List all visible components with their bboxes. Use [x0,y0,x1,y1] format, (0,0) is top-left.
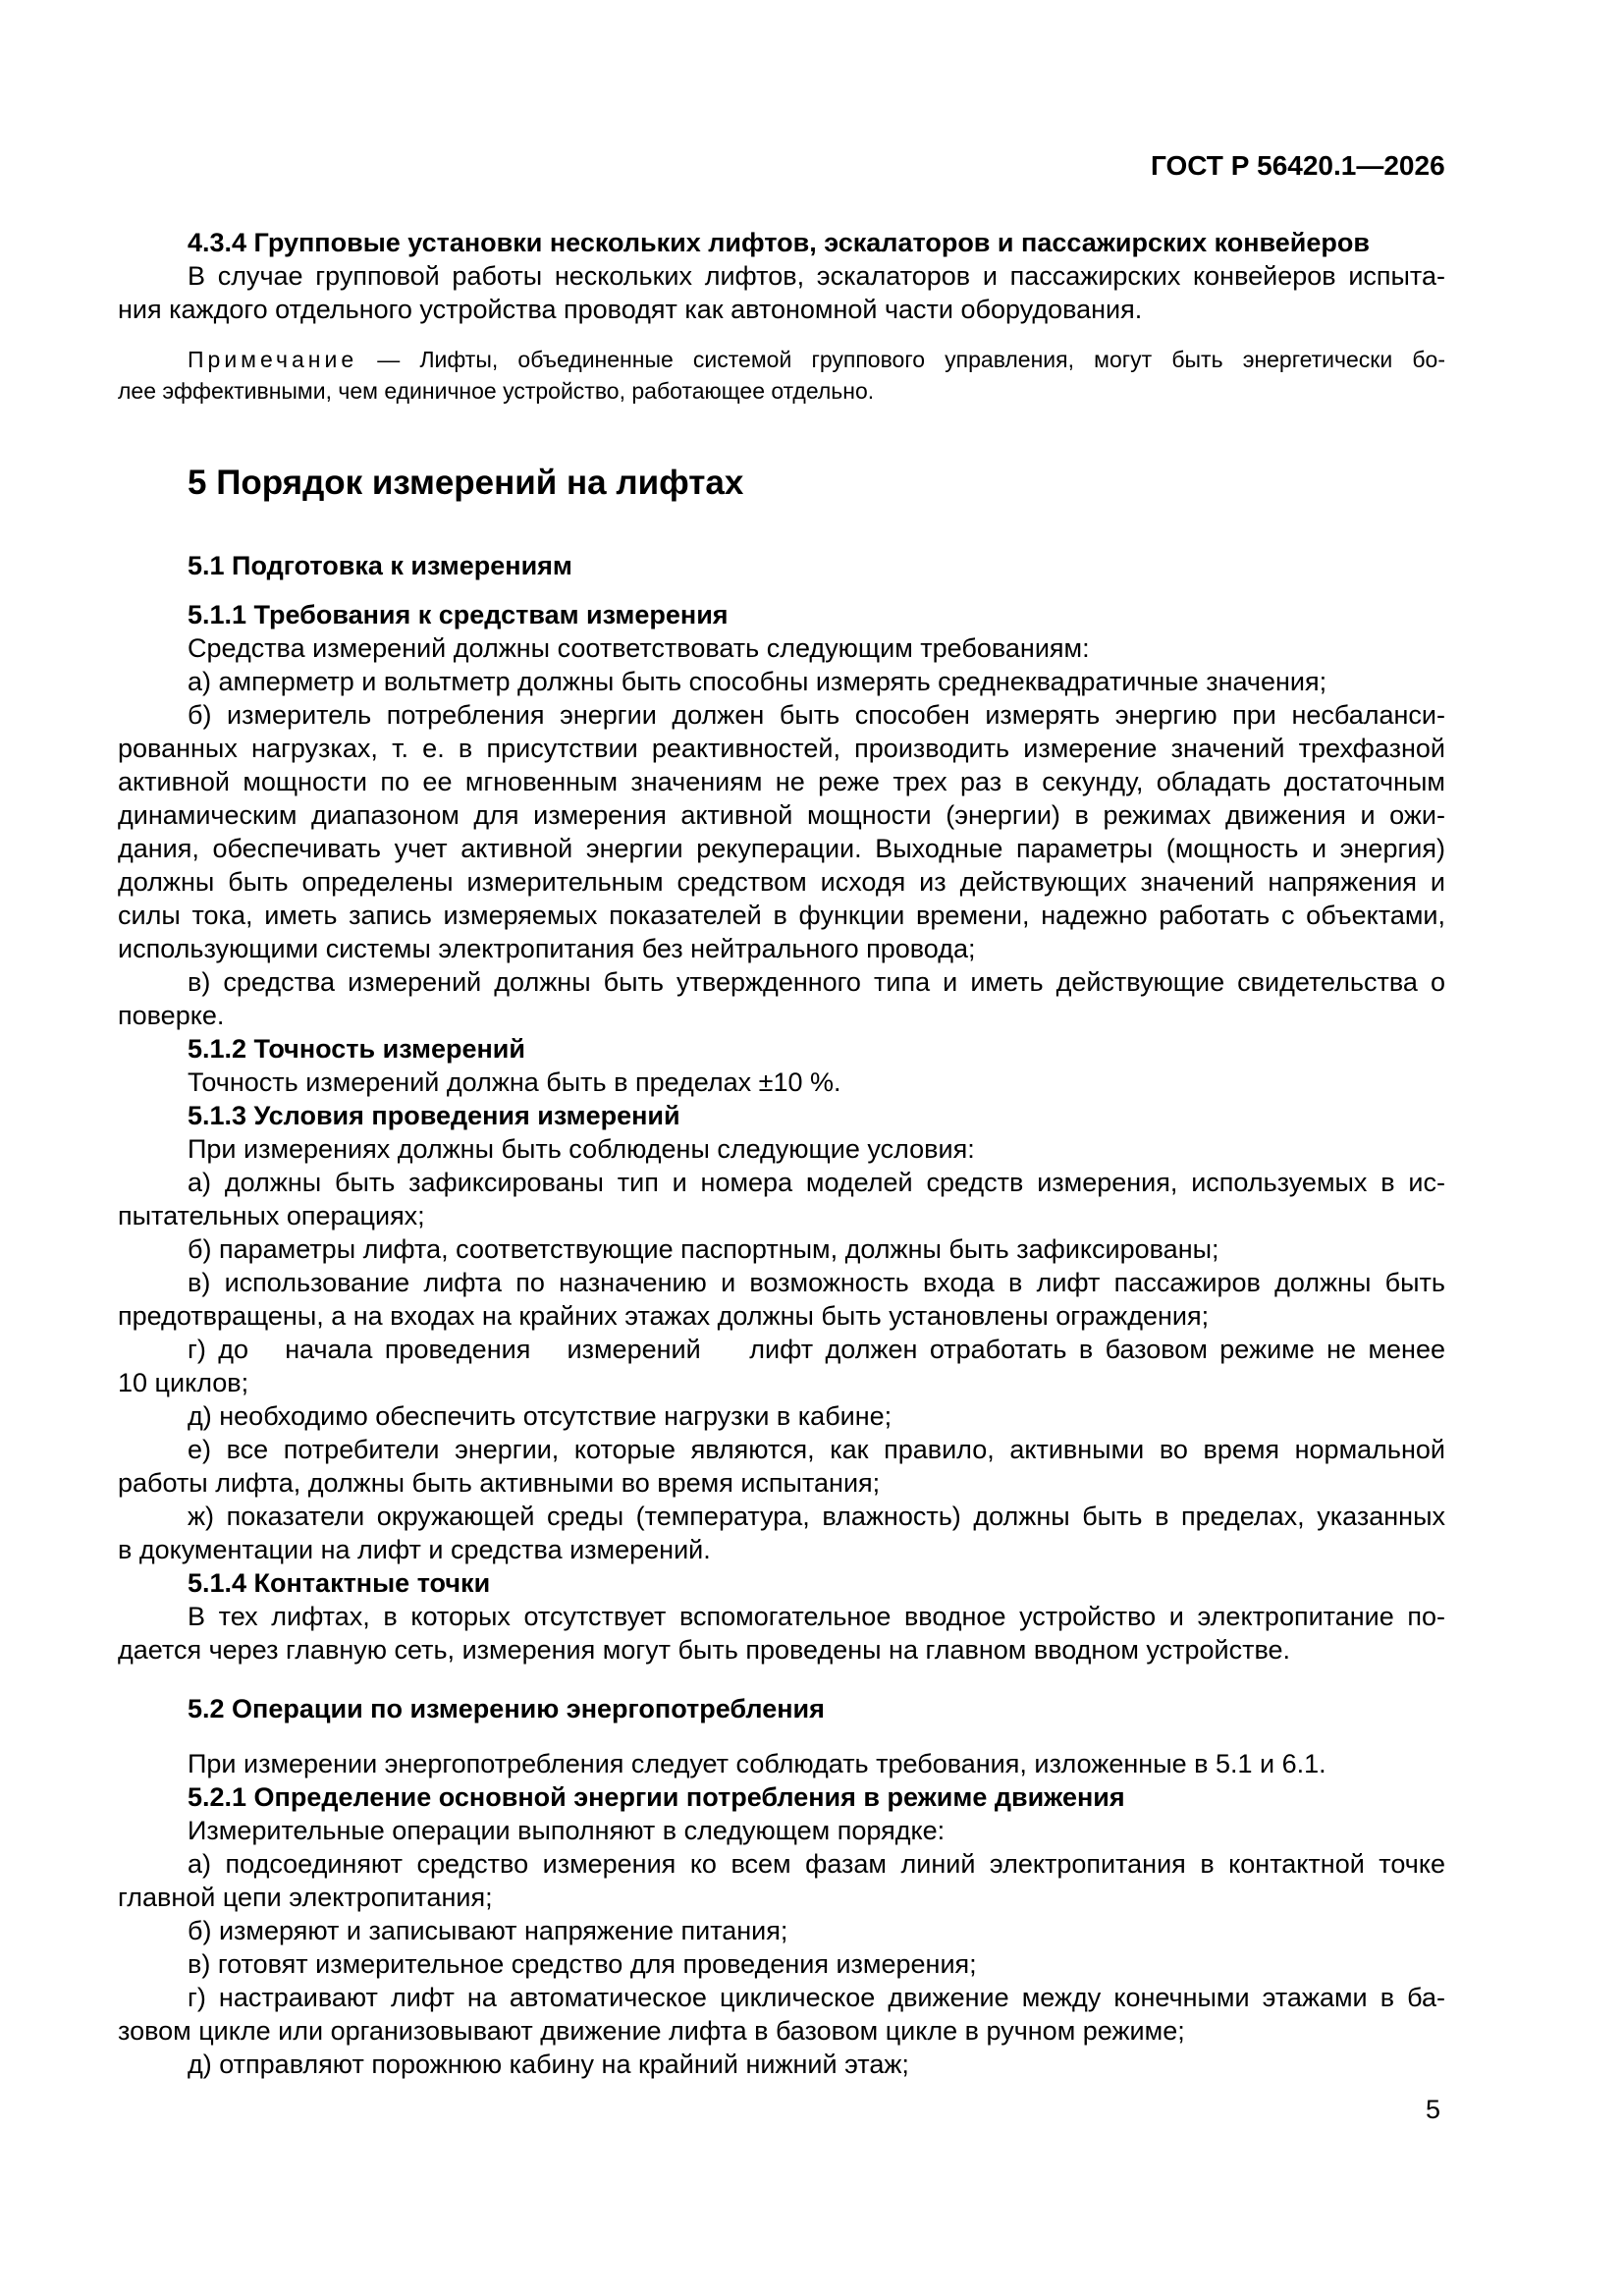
paragraph-line: пытательных операциях; [118,1201,425,1230]
section-5-heading: 5 Порядок измерений на лифтах [188,464,744,502]
document-code: ГОСТ Р 56420.1—2026 [1151,150,1445,181]
note-line: лее эффективными, чем единичное устройство, работающее отдельно. [118,378,875,404]
list-item: в) использование лифта по назначению и возможность входа в лифт пассажиров должны быть [188,1268,1445,1297]
note-label: Примечание [188,347,358,372]
paragraph-line: зовом цикле или организовывают движение лифта в базовом цикле в ручном режиме; [118,2016,1185,2046]
paragraph-line: рованных нагрузках, т. е. в присутствии реактивностей, производить измерение значений трехфазной [118,734,1445,763]
list-item: д) отправляют порожнюю кабину на крайний нижний этаж; [188,2050,909,2079]
list-item: г) до начала проведения измерений лифт должен отработать в базовом режиме не менее [188,1335,1445,1364]
paragraph-line: 10 циклов; [118,1368,249,1397]
list-item: д) необходимо обеспечить отсутствие нагрузки в кабине; [188,1401,893,1431]
paragraph-line: силы тока, иметь запись измеряемых показателей в функции времени, надежно работать с объектами, [118,901,1445,930]
paragraph-line: При измерениях должны быть соблюдены следующие условия: [188,1134,975,1164]
paragraph-line: В случае групповой работы нескольких лифтов, эскалаторов и пассажирских конвейеров испыта- [188,261,1445,291]
paragraph-line: ния каждого отдельного устройства проводят как автономной части оборудования. [118,295,1143,324]
section-5-1-4-title: 5.1.4 Контактные точки [188,1568,491,1598]
section-5-1-1-title: 5.1.1 Требования к средствам измерения [188,600,729,629]
paragraph-line: работы лифта, должны быть активными во время испытания; [118,1468,881,1498]
paragraph-line: Точность измерений должна быть в пределах ±10 %. [188,1067,841,1097]
section-5-1-3-title: 5.1.3 Условия проведения измерений [188,1101,680,1130]
paragraph-line: При измерении энергопотребления следует соблюдать требования, изложенные в 5.1 и 6.1. [188,1749,1326,1778]
list-item: а) должны быть зафиксированы тип и номера моделей средств измерения, используемых в ис- [188,1168,1445,1197]
section-5-1-title: 5.1 Подготовка к измерениям [188,551,572,580]
page-number: 5 [1426,2095,1441,2124]
paragraph-line: в документации на лифт и средства измерений. [118,1535,711,1564]
list-item: а) амперметр и вольтметр должны быть способны измерять среднеквадратичные значения; [188,667,1327,696]
list-item: г) настраивают лифт на автоматическое циклическое движение между конечными этажами в ба- [188,1983,1445,2012]
section-4-3-4-title: 4.3.4 Групповые установки нескольких лифтов, эскалаторов и пассажирских конвейеров [188,228,1371,257]
paragraph-line: поверке. [118,1001,225,1030]
paragraph-line: должны быть определены измерительным средством исходя из действующих значений напряжения и [118,867,1445,897]
paragraph-line: активной мощности по ее мгновенным значениям не реже трех раз в секунду, обладать достаточным [118,767,1445,796]
paragraph-line: использующими системы электропитания без нейтрального провода; [118,934,976,963]
paragraph-line: Измерительные операции выполняют в следующем порядке: [188,1816,946,1845]
list-item: б) измеряют и записывают напряжение питания; [188,1916,788,1945]
list-item: в) готовят измерительное средство для проведения измерения; [188,1949,977,1979]
paragraph-line: главной цепи электропитания; [118,1883,493,1912]
list-item: б) измеритель потребления энергии должен быть способен измерять энергию при несбаланси- [188,700,1445,730]
list-item: ж) показатели окружающей среды (температура, влажность) должны быть в пределах, указанных [188,1502,1445,1531]
paragraph-line: динамическим диапазоном для измерения активной мощности (энергии) в режимах движения и ожи- [118,800,1445,830]
paragraph-line: предотвращены, а на входах на крайних этажах должны быть установлены ограждения; [118,1301,1210,1331]
note-text: — Лифты, объединенные системой группового управления, могут быть энергетически бо- [357,347,1445,372]
paragraph-line: Средства измерений должны соответствовать следующим требованиям: [188,633,1090,663]
section-5-2-title: 5.2 Операции по измерению энергопотребления [188,1694,825,1723]
section-5-2-1-title: 5.2.1 Определение основной энергии потребления в режиме движения [188,1782,1125,1812]
paragraph-line: дается через главную сеть, измерения могут быть проведены на главном вводном устройстве. [118,1635,1290,1665]
section-5-1-2-title: 5.1.2 Точность измерений [188,1034,525,1064]
list-item: а) подсоединяют средство измерения ко всем фазам линий электропитания в контактной точке [188,1849,1445,1879]
list-item: в) средства измерений должны быть утвержденного типа и иметь действующие свидетельства о [188,967,1445,997]
note-line [188,346,1445,373]
paragraph-line: В тех лифтах, в которых отсутствует вспомогательное вводное устройство и электропитание по- [188,1602,1445,1631]
list-item: б) параметры лифта, соответствующие паспортным, должны быть зафиксированы; [188,1234,1219,1264]
list-item: е) все потребители энергии, которые являются, как правило, активными во время нормальной [188,1435,1445,1464]
paragraph-line: дания, обеспечивать учет активной энергии рекуперации. Выходные параметры (мощность и энергия) [118,834,1445,863]
